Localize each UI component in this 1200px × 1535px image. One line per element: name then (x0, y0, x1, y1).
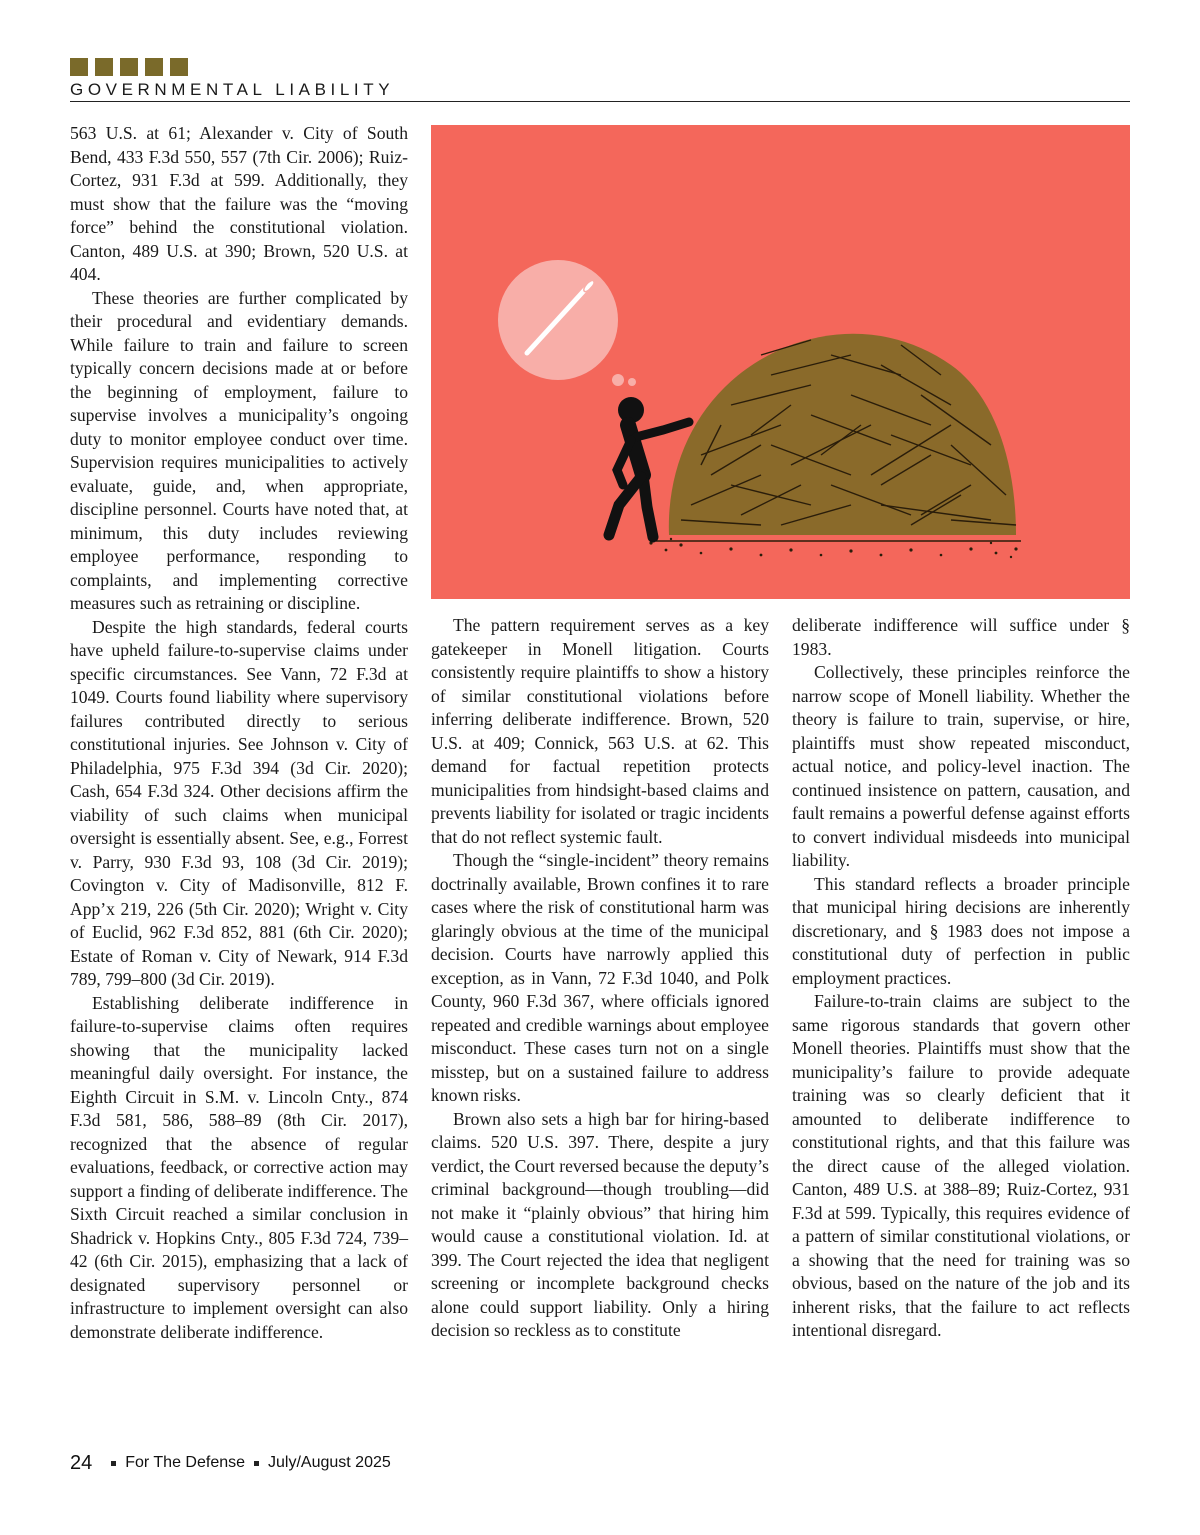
marker-square (145, 58, 163, 76)
paragraph: Brown also sets a high bar for hiring-based claims. 520 U.S. 397. There, despite a jury verdict, the Court reversed because the deputy’s criminal background—though troubling—did not make it “plainly obvious” that hiring him would cause a constitutional violation. Id. at 399. The Court rejected the idea that negligent screening or incomplete background checks alone could support liability. Only a hiring decision so reckless as to constitute (431, 1108, 769, 1340)
paragraph: Though the “single-incident” theory remains doctrinally available, Brown confines it to rare cases where the risk of constitutional harm was glaringly obvious at the time of the municipal decision. Courts have narrowly applied this exception, as in Vann, 72 F.3d 1040, and Polk County, 960 F.3d 367, where officials ignored repeated and credible warnings about employee misconduct. These cases turn not on a single misstep, but on a sustained failure to address known risks. (431, 850, 769, 1105)
page-number: 24 (70, 1451, 93, 1474)
marker-square (70, 58, 88, 76)
needle-in-haystack-illustration (431, 125, 1130, 599)
footer-separator (111, 1461, 116, 1466)
section-marker-squares (70, 58, 190, 76)
footer-separator (254, 1461, 259, 1466)
paragraph: The pattern requirement serves as a key gatekeeper in Monell litigation. Courts consistently require plaintiffs to show a history of similar constitutional violations before inferring deliberate indifference. Brown, 520 U.S. at 409; Connick, 563 U.S. at 62. This demand for factual repetition protects municipalities from hindsight-based claims and prevents liability for isolated or tragic incidents that do not reflect systemic fault. (431, 615, 769, 847)
header-rule (70, 101, 1130, 102)
paragraph: 563 U.S. at 61; Alexander v. City of South Bend, 433 F.3d 550, 557 (7th Cir. 2006); Ruiz-Cortez, 931 F.3d at 599. Additionally, they must show that the failure was the “moving force” behind the constitutional violation. Canton, 489 U.S. at 390; Brown, 520 U.S. at 404. (70, 123, 408, 284)
marker-square (170, 58, 188, 76)
marker-square (120, 58, 138, 76)
paragraph: Despite the high standards, federal courts have upheld failure-to-supervise claims under specific circumstances. See Vann, 72 F.3d at 1049. Courts found liability where supervisory failures contributed directly to serious constitutional injuries. See Johnson v. City of Philadelphia, 975 F.3d 394 (3d Cir. 2020); Cash, 654 F.3d 324. Other decisions affirm the viability of such claims when municipal oversight is essentially absent. See, e.g., Forrest v. Parry, 930 F.3d 93, 108 (3d Cir. 2019); Covington v. City of Madisonville, 812 F. App’x 219, 226 (5th Cir. 2020); Wright v. City of Euclid, 962 F.3d 852, 881 (6th Cir. 2020); Estate of Roman v. City of Newark, 914 F.3d 789, 799–800 (3d Cir. 2019). (70, 616, 408, 989)
paragraph: Failure-to-train claims are subject to the same rigorous standards that govern other Monell theories. Plaintiffs must show that the municipality’s failure to provide adequate training was so clearly deficient that it amounted to deliberate indifference to constitutional rights, and that this failure was the direct cause of the alleged violation. Canton, 489 U.S. at 388–89; Ruiz-Cortez, 931 F.3d at 599. Typically, this requires evidence of a pattern of similar constitutional violations, or a showing that the need for training was so obvious, based on the nature of the job and its inherent risks, that the failure to act reflects intentional disregard. (792, 991, 1130, 1340)
paragraph: These theories are further complicated by their procedural and evidentiary demands. While failure to train and failure to screen typically concern decisions made at or before the beginning of employment, failure to supervise involves a municipality’s ongoing duty to monitor employee conduct over time. Supervision requires municipalities to actively evaluate, guide, and, when appropriate, discipline personnel. Courts have noted that, at minimum, this duty includes reviewing employee performance, responding to complaints, and implementing corrective measures such as retraining or discipline. (70, 287, 408, 613)
paragraph: deliberate indifference will suffice under § 1983. (792, 615, 1130, 659)
article-column-2 (431, 614, 769, 1343)
article-column-3 (792, 614, 1130, 1343)
section-title: GOVERNMENTAL LIABILITY (70, 80, 395, 99)
issue-date: July/August 2025 (268, 1454, 391, 1471)
publication-name: For The Defense (125, 1454, 246, 1471)
article-column-1 (70, 122, 408, 1344)
paragraph: This standard reflects a broader principle that municipal hiring decisions are inherently discretionary, and § 1983 does not impose a constitutional duty of perfection in public employment practices. (792, 873, 1130, 988)
paragraph: Establishing deliberate indifference in failure-to-supervise claims often requires showing that the municipality lacked meaningful daily oversight. For instance, the Eighth Circuit in S.M. v. Lincoln Cnty., 874 F.3d 581, 586, 588–89 (8th Cir. 2017), recognized that the absence of regular evaluations, feedback, or corrective action may support a finding of deliberate indifference. The Sixth Circuit reached a similar conclusion in Shadrick v. Hopkins Cnty., 805 F.3d 724, 739–42 (6th Cir. 2015), emphasizing that a lack of designated supervisory personnel or infrastructure to implement oversight can also demonstrate deliberate indifference. (70, 992, 408, 1342)
paragraph: Collectively, these principles reinforce the narrow scope of Monell liability. Whether the theory is failure to train, supervise, or hire, plaintiffs must show repeated misconduct, actual notice, and policy-level inaction. The continued insistence on pattern, causation, and fault remains a powerful defense against efforts to convert individual misdeeds into municipal liability. (792, 662, 1130, 870)
page-footer (70, 1450, 391, 1476)
marker-square (95, 58, 113, 76)
